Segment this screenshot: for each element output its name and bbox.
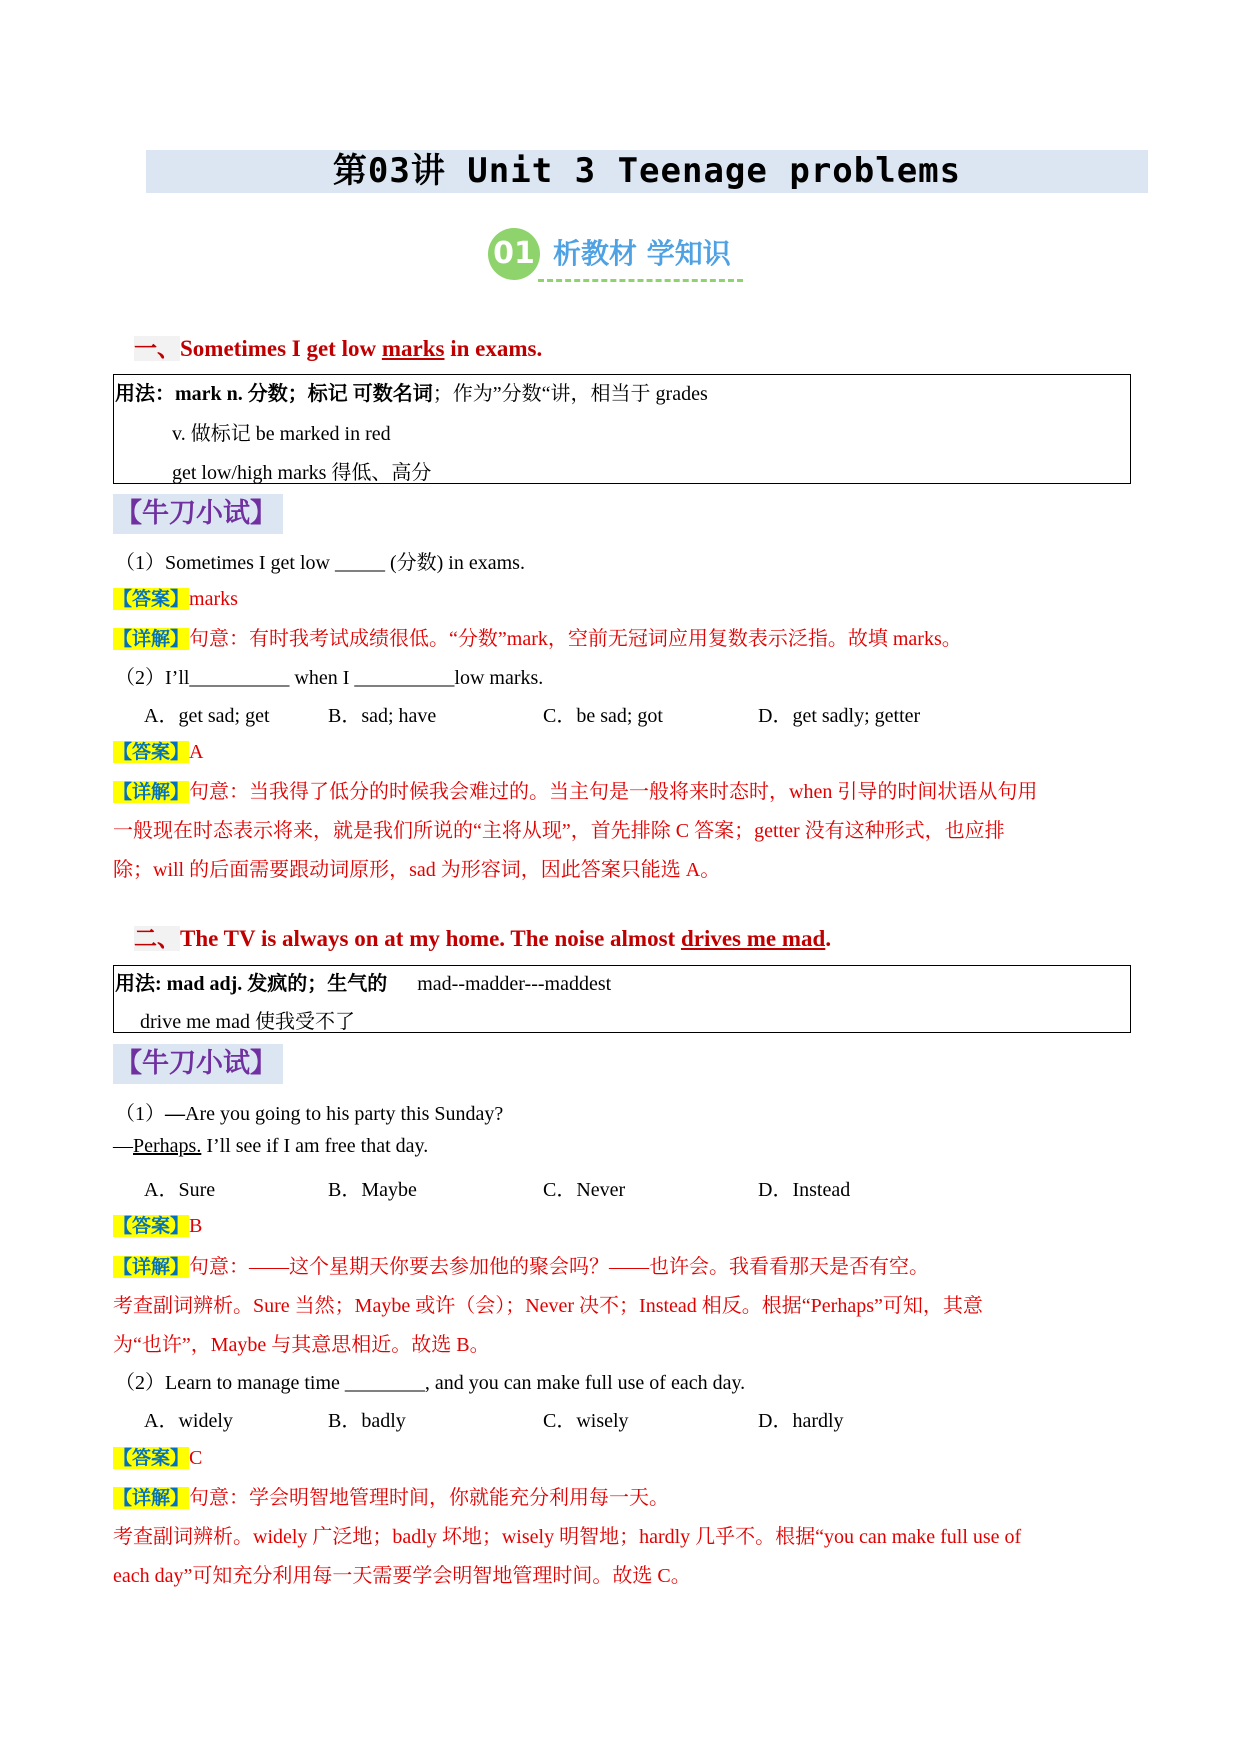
s2q1-reply-rest: I’ll see if I am free that day. <box>201 1135 429 1157</box>
s2q1-reply-underlined: Perhaps. <box>133 1135 202 1157</box>
s2q2-detail-line1 <box>113 1481 669 1510</box>
s1q2-option-a: A．get sad; get <box>144 705 270 727</box>
s1q2-detail-line1 <box>113 775 1037 804</box>
s1q1-answer <box>113 584 238 611</box>
s2q1-detail-line1 <box>113 1250 929 1279</box>
page-title: 第03讲 Unit 3 Teenage problems <box>146 150 1148 193</box>
s1q2-detail-tag: 【详解】 <box>113 781 190 803</box>
s2q1-reply-dash: — <box>113 1135 133 1157</box>
section1-heading-underlined: marks <box>381 336 445 361</box>
section-badge <box>488 228 758 284</box>
s1q2-answer <box>113 737 203 764</box>
s1q1-detail-tag: 【详解】 <box>113 628 190 650</box>
s2q1-option-a: A．Sure <box>144 1179 216 1201</box>
s2q2-detail-line3: each day”可知充分利用每一天需要学会明智地管理时间。故选 C。 <box>113 1565 691 1587</box>
s2q1-dash: — <box>165 1103 185 1125</box>
section1-usage-rest: ；作为”分数“讲，相当于 grades <box>432 383 708 405</box>
s2q1-answer <box>113 1211 202 1238</box>
badge-text: 析教材 学知识 <box>553 237 731 270</box>
s1q2-option-c: C．be sad; got <box>543 705 663 727</box>
section1-usage-line1 <box>115 377 708 406</box>
s1q2-option-d: D．get sadly; getter <box>758 705 921 727</box>
s1q2-detail-text1: 句意：当我得了低分的时候我会难过的。当主句是一般将来时态时，when 引导的时间状语从句用 <box>189 781 1038 803</box>
s2q1-question: Are you going to his party this Sunday? <box>185 1103 504 1125</box>
section1-usage-line2: v. 做标记 be marked in red <box>172 423 391 445</box>
section1-heading-before: Sometimes I get low <box>180 336 382 361</box>
section2-heading-underlined: drives me mad <box>680 926 826 951</box>
section2-usage-line1 <box>115 967 611 996</box>
s2q1-prefix: （1） <box>115 1103 165 1125</box>
s1q1-text: （1）Sometimes I get low _____ (分数) in exams. <box>115 552 525 574</box>
section2-trial-label: 【牛刀小试】 <box>113 1044 283 1084</box>
section2-usage-line2: drive me mad 使我受不了 <box>140 1011 355 1033</box>
s1q2-option-b: B．sad; have <box>328 705 437 727</box>
s2q1-answer-tag: 【答案】 <box>113 1215 190 1237</box>
s1q1-detail-text: 句意：有时我考试成绩很低。“分数”mark，空前无冠词应用复数表示泛指。故填 marks。 <box>189 628 962 650</box>
s2q2-text: （2）Learn to manage time ________, and you can make full use of each day. <box>115 1372 746 1394</box>
badge-number: 01 <box>488 228 540 280</box>
s2q2-option-c: C．wisely <box>543 1410 629 1432</box>
s2q2-option-d: D．hardly <box>758 1410 844 1432</box>
s1q2-text: （2）I’ll__________ when I __________low marks. <box>115 667 544 689</box>
section1-trial-label: 【牛刀小试】 <box>113 494 283 534</box>
s1q1-answer-value: marks <box>189 588 238 610</box>
section1-heading <box>134 330 542 363</box>
s2q2-detail-line2: 考查副词辨析。widely 广泛地；badly 坏地；wisely 明智地；hardly 几乎不。根据“you can make full use of <box>113 1526 1022 1548</box>
s2q2-option-a: A．widely <box>144 1410 233 1432</box>
s2q1-detail-line2: 考查副词辨析。Sure 当然；Maybe 或许（会）；Never 决不；Instead 相反。根据“Perhaps”可知，其意 <box>113 1295 983 1317</box>
s2q2-answer <box>113 1443 202 1470</box>
s2q2-detail-text1: 句意：学会明智地管理时间，你就能充分利用每一天。 <box>189 1487 670 1509</box>
s1q2-detail-line2: 一般现在时态表示将来，就是我们所说的“主将从现”，首先排除 C 答案；getter 没有这种形式，也应排 <box>113 820 1005 842</box>
s2q2-answer-value: C <box>189 1447 203 1469</box>
badge-dashed-line <box>538 279 743 282</box>
s2q1-option-b: B．Maybe <box>328 1179 417 1201</box>
section1-usage-bold: 用法：mark n. 分数；标记 可数名词 <box>115 383 433 405</box>
section2-usage-rest: mad--madder---maddest <box>387 973 612 995</box>
section1-heading-after: in exams. <box>444 336 543 361</box>
s1q2-answer-value: A <box>189 741 204 763</box>
section1-heading-prefix: 一、 <box>134 336 180 361</box>
s2q1-reply <box>113 1135 428 1158</box>
s2q2-option-b: B．badly <box>328 1410 406 1432</box>
s2q1-text <box>115 1097 503 1126</box>
s2q1-answer-value: B <box>189 1215 203 1237</box>
s2q1-detail-line3: 为“也许”，Maybe 与其意思相近。故选 B。 <box>113 1334 490 1356</box>
s2q2-detail-tag: 【详解】 <box>113 1487 190 1509</box>
section2-heading-after: . <box>825 926 832 951</box>
s1q2-detail-line3: 除；will 的后面需要跟动词原形，sad 为形容词，因此答案只能选 A。 <box>113 859 721 881</box>
section2-heading-prefix: 二、 <box>134 926 180 951</box>
section2-heading <box>134 920 831 953</box>
s1q2-answer-tag: 【答案】 <box>113 741 190 763</box>
section2-usage-bold: 用法: mad adj. 发疯的；生气的 <box>115 973 388 995</box>
s1q1-answer-tag: 【答案】 <box>113 588 190 610</box>
s2q1-detail-tag: 【详解】 <box>113 1256 190 1278</box>
s2q1-option-d: D．Instead <box>758 1179 851 1201</box>
section2-heading-before: The TV is always on at my home. The noise almost <box>180 926 681 951</box>
s2q1-option-c: C．Never <box>543 1179 626 1201</box>
section1-usage-line3: get low/high marks 得低、高分 <box>172 462 432 484</box>
s2q1-detail-text1: 句意：——这个星期天你要去参加他的聚会吗？——也许会。我看看那天是否有空。 <box>189 1256 930 1278</box>
s1q1-detail <box>113 622 962 651</box>
s2q2-answer-tag: 【答案】 <box>113 1447 190 1469</box>
